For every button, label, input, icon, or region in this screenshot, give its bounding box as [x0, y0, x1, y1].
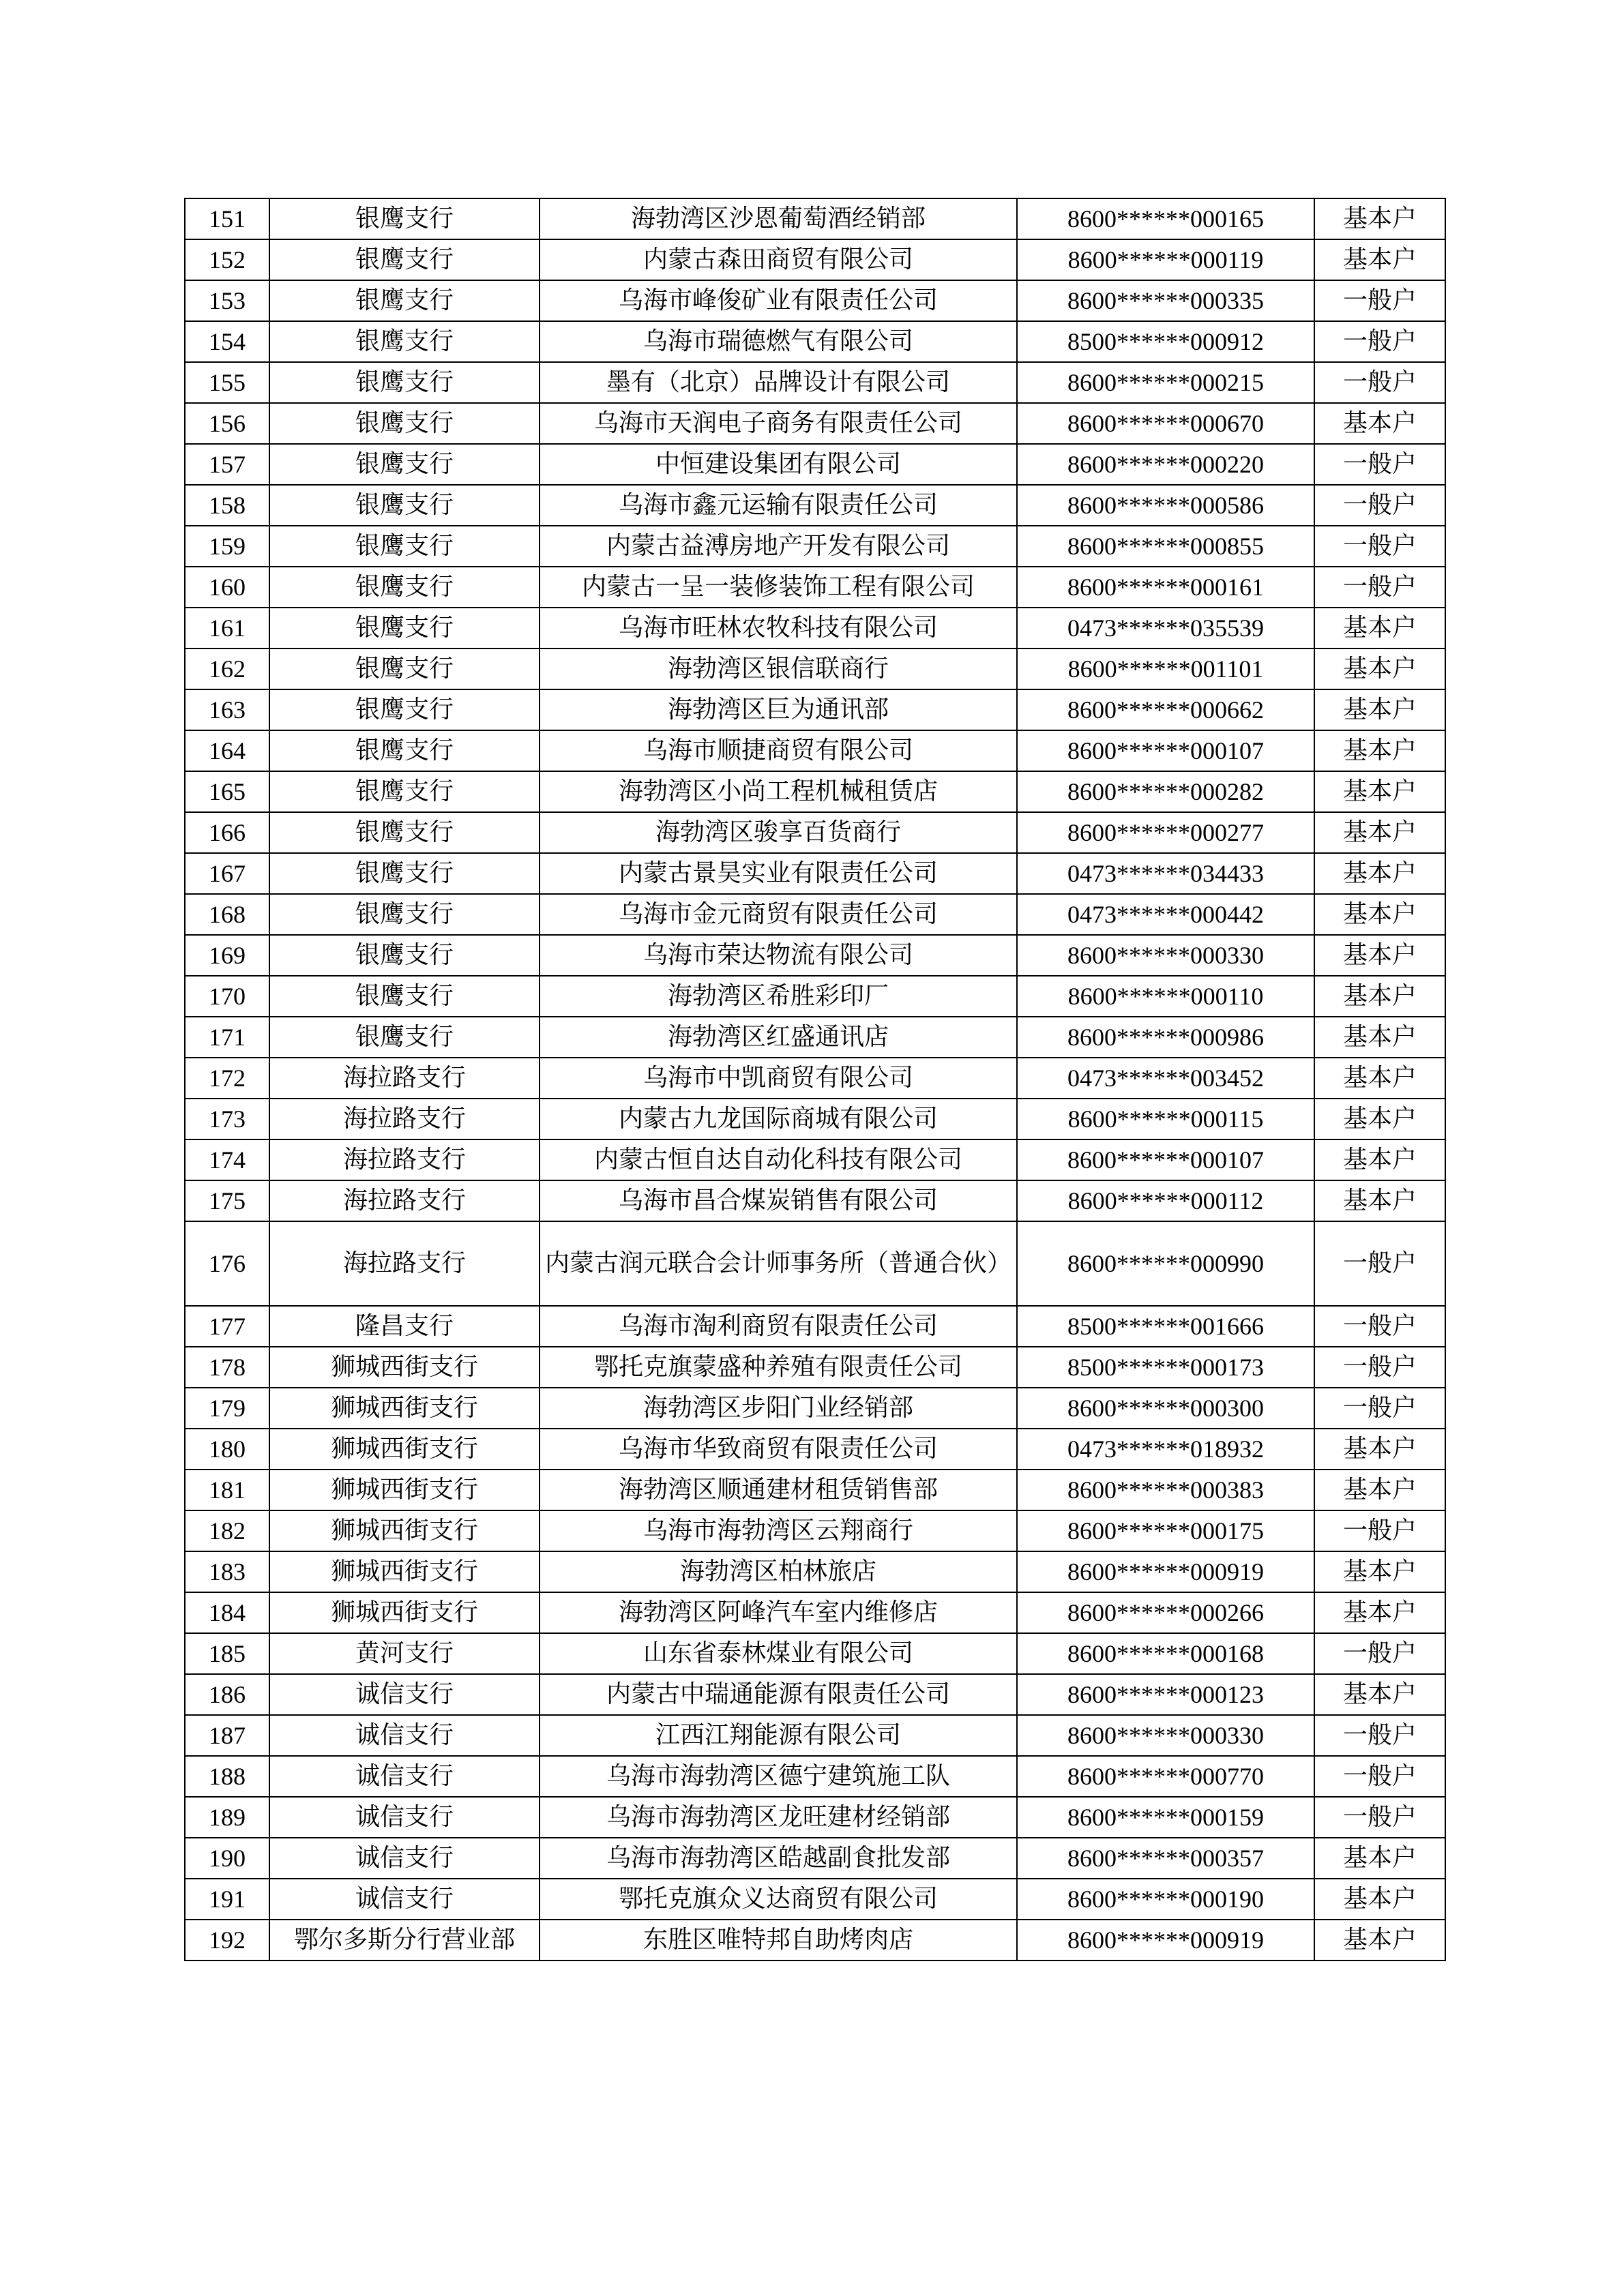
branch-name: 银鹰支行: [269, 894, 540, 935]
row-number: 192: [185, 1920, 269, 1960]
company-name: 江西江翔能源有限公司: [540, 1715, 1017, 1756]
account-number: 8600******000123: [1017, 1674, 1314, 1715]
account-number: 8600******000330: [1017, 935, 1314, 976]
account-type: 基本户: [1314, 1838, 1445, 1879]
account-type: 基本户: [1314, 935, 1445, 976]
branch-name: 银鹰支行: [269, 730, 540, 771]
account-number: 8600******000168: [1017, 1633, 1314, 1674]
account-number: 8600******000215: [1017, 362, 1314, 403]
account-number: 8600******000919: [1017, 1920, 1314, 1960]
company-name: 乌海市鑫元运输有限责任公司: [540, 485, 1017, 526]
company-name: 中恒建设集团有限公司: [540, 444, 1017, 485]
account-type: 一般户: [1314, 444, 1445, 485]
table-row: [185, 812, 1445, 853]
account-type: 基本户: [1314, 1674, 1445, 1715]
table-row: [185, 1180, 1445, 1221]
row-number: 173: [185, 1099, 269, 1139]
row-number: 157: [185, 444, 269, 485]
table-row: [185, 1099, 1445, 1139]
company-name: 内蒙古恒自达自动化科技有限公司: [540, 1139, 1017, 1180]
table-row: [185, 1347, 1445, 1388]
row-number: 181: [185, 1470, 269, 1510]
row-number: 158: [185, 485, 269, 526]
branch-name: 诚信支行: [269, 1797, 540, 1838]
branch-name: 狮城西街支行: [269, 1551, 540, 1592]
table-row: [185, 567, 1445, 608]
account-number: 0473******018932: [1017, 1429, 1314, 1470]
row-number: 171: [185, 1017, 269, 1058]
table-row: [185, 1221, 1445, 1306]
row-number: 177: [185, 1306, 269, 1347]
row-number: 152: [185, 239, 269, 280]
row-number: 170: [185, 976, 269, 1017]
branch-name: 隆昌支行: [269, 1306, 540, 1347]
row-number: 191: [185, 1879, 269, 1920]
table-row: [185, 1139, 1445, 1180]
company-name: 内蒙古润元联合会计师事务所（普通合伙）: [540, 1221, 1017, 1306]
table-row: [185, 198, 1445, 239]
branch-name: 银鹰支行: [269, 444, 540, 485]
table-body: [185, 198, 1445, 1960]
account-type: 基本户: [1314, 1058, 1445, 1099]
table-row: [185, 403, 1445, 444]
account-type: 基本户: [1314, 689, 1445, 730]
branch-name: 诚信支行: [269, 1879, 540, 1920]
branch-name: 银鹰支行: [269, 567, 540, 608]
branch-name: 海拉路支行: [269, 1221, 540, 1306]
row-number: 180: [185, 1429, 269, 1470]
table-row: [185, 1058, 1445, 1099]
row-number: 162: [185, 648, 269, 689]
account-number: 8500******001666: [1017, 1306, 1314, 1347]
branch-name: 海拉路支行: [269, 1058, 540, 1099]
table-row: [185, 1388, 1445, 1429]
company-name: 内蒙古益溥房地产开发有限公司: [540, 526, 1017, 567]
table-row: [185, 730, 1445, 771]
branch-name: 银鹰支行: [269, 812, 540, 853]
table-row: [185, 239, 1445, 280]
table-row: [185, 1920, 1445, 1960]
account-type: 基本户: [1314, 1920, 1445, 1960]
row-number: 168: [185, 894, 269, 935]
row-number: 153: [185, 280, 269, 321]
account-type: 基本户: [1314, 1592, 1445, 1633]
company-name: 内蒙古森田商贸有限公司: [540, 239, 1017, 280]
account-type: 基本户: [1314, 853, 1445, 894]
row-number: 188: [185, 1756, 269, 1797]
account-type: 一般户: [1314, 1306, 1445, 1347]
table-row: [185, 280, 1445, 321]
table-row: [185, 1429, 1445, 1470]
company-name: 乌海市顺捷商贸有限公司: [540, 730, 1017, 771]
branch-name: 诚信支行: [269, 1838, 540, 1879]
company-name: 海勃湾区阿峰汽车室内维修店: [540, 1592, 1017, 1633]
account-number: 8600******000190: [1017, 1879, 1314, 1920]
company-name: 海勃湾区银信联商行: [540, 648, 1017, 689]
table-row: [185, 894, 1445, 935]
company-name: 乌海市海勃湾区龙旺建材经销部: [540, 1797, 1017, 1838]
row-number: 165: [185, 771, 269, 812]
account-type: 基本户: [1314, 1429, 1445, 1470]
table-row: [185, 1879, 1445, 1920]
row-number: 169: [185, 935, 269, 976]
account-number: 8600******000161: [1017, 567, 1314, 608]
table-row: [185, 935, 1445, 976]
account-type: 基本户: [1314, 771, 1445, 812]
account-type: 一般户: [1314, 1756, 1445, 1797]
account-type: 一般户: [1314, 1715, 1445, 1756]
account-number: 8500******000173: [1017, 1347, 1314, 1388]
account-number: 8500******000912: [1017, 321, 1314, 362]
account-number: 8600******000670: [1017, 403, 1314, 444]
company-name: 乌海市海勃湾区皓越副食批发部: [540, 1838, 1017, 1879]
company-name: 海勃湾区步阳门业经销部: [540, 1388, 1017, 1429]
account-number: 0473******035539: [1017, 608, 1314, 648]
account-number: 8600******000586: [1017, 485, 1314, 526]
account-number: 8600******000175: [1017, 1510, 1314, 1551]
account-number: 8600******001101: [1017, 648, 1314, 689]
account-number: 8600******000112: [1017, 1180, 1314, 1221]
account-type: 基本户: [1314, 1099, 1445, 1139]
row-number: 186: [185, 1674, 269, 1715]
table-row: [185, 485, 1445, 526]
row-number: 160: [185, 567, 269, 608]
account-type: 一般户: [1314, 1797, 1445, 1838]
company-name: 内蒙古景昊实业有限责任公司: [540, 853, 1017, 894]
row-number: 155: [185, 362, 269, 403]
branch-name: 银鹰支行: [269, 362, 540, 403]
table-row: [185, 1756, 1445, 1797]
row-number: 179: [185, 1388, 269, 1429]
row-number: 159: [185, 526, 269, 567]
branch-name: 狮城西街支行: [269, 1592, 540, 1633]
branch-name: 狮城西街支行: [269, 1429, 540, 1470]
account-number: 0473******034433: [1017, 853, 1314, 894]
company-name: 乌海市昌合煤炭销售有限公司: [540, 1180, 1017, 1221]
branch-name: 黄河支行: [269, 1633, 540, 1674]
account-type: 一般户: [1314, 526, 1445, 567]
table-row: [185, 1510, 1445, 1551]
table-row: [185, 1674, 1445, 1715]
branch-name: 银鹰支行: [269, 853, 540, 894]
table-row: [185, 1797, 1445, 1838]
row-number: 161: [185, 608, 269, 648]
account-type: 基本户: [1314, 239, 1445, 280]
account-type: 一般户: [1314, 280, 1445, 321]
account-number: 8600******000266: [1017, 1592, 1314, 1633]
branch-name: 狮城西街支行: [269, 1388, 540, 1429]
row-number: 167: [185, 853, 269, 894]
company-name: 山东省泰林煤业有限公司: [540, 1633, 1017, 1674]
table-row: [185, 1017, 1445, 1058]
branch-name: 银鹰支行: [269, 526, 540, 567]
account-number: 8600******000165: [1017, 198, 1314, 239]
company-name: 乌海市天润电子商务有限责任公司: [540, 403, 1017, 444]
row-number: 178: [185, 1347, 269, 1388]
company-name: 鄂托克旗众义达商贸有限公司: [540, 1879, 1017, 1920]
branch-name: 银鹰支行: [269, 485, 540, 526]
account-type: 基本户: [1314, 1879, 1445, 1920]
branch-name: 鄂尔多斯分行营业部: [269, 1920, 540, 1960]
account-number: 8600******000277: [1017, 812, 1314, 853]
company-name: 鄂托克旗蒙盛种养殖有限责任公司: [540, 1347, 1017, 1388]
table-row: [185, 771, 1445, 812]
company-name: 东胜区唯特邦自助烤肉店: [540, 1920, 1017, 1960]
company-name: 乌海市中凯商贸有限公司: [540, 1058, 1017, 1099]
branch-name: 海拉路支行: [269, 1139, 540, 1180]
account-type: 一般户: [1314, 485, 1445, 526]
branch-name: 银鹰支行: [269, 198, 540, 239]
row-number: 189: [185, 1797, 269, 1838]
table-row: [185, 362, 1445, 403]
company-name: 海勃湾区沙恩葡萄酒经销部: [540, 198, 1017, 239]
table-row: [185, 648, 1445, 689]
branch-name: 海拉路支行: [269, 1180, 540, 1221]
account-type: 基本户: [1314, 1470, 1445, 1510]
table-row: [185, 689, 1445, 730]
company-name: 乌海市荣达物流有限公司: [540, 935, 1017, 976]
account-number: 8600******000159: [1017, 1797, 1314, 1838]
branch-name: 海拉路支行: [269, 1099, 540, 1139]
branch-name: 银鹰支行: [269, 935, 540, 976]
account-type: 基本户: [1314, 1180, 1445, 1221]
branch-name: 银鹰支行: [269, 771, 540, 812]
account-number: 8600******000330: [1017, 1715, 1314, 1756]
company-name: 海勃湾区小尚工程机械租赁店: [540, 771, 1017, 812]
account-type: 一般户: [1314, 362, 1445, 403]
branch-name: 银鹰支行: [269, 689, 540, 730]
account-type: 一般户: [1314, 1347, 1445, 1388]
table-row: [185, 526, 1445, 567]
row-number: 151: [185, 198, 269, 239]
row-number: 183: [185, 1551, 269, 1592]
account-type: 一般户: [1314, 1633, 1445, 1674]
company-name: 内蒙古一呈一装修装饰工程有限公司: [540, 567, 1017, 608]
table-row: [185, 444, 1445, 485]
account-number: 8600******000107: [1017, 1139, 1314, 1180]
account-number: 8600******000107: [1017, 730, 1314, 771]
company-name: 内蒙古中瑞通能源有限责任公司: [540, 1674, 1017, 1715]
account-type: 基本户: [1314, 976, 1445, 1017]
branch-name: 银鹰支行: [269, 280, 540, 321]
table-row: [185, 1838, 1445, 1879]
branch-name: 诚信支行: [269, 1674, 540, 1715]
account-number: 8600******000220: [1017, 444, 1314, 485]
account-type: 基本户: [1314, 1017, 1445, 1058]
account-number: 8600******000770: [1017, 1756, 1314, 1797]
account-number: 8600******000357: [1017, 1838, 1314, 1879]
row-number: 154: [185, 321, 269, 362]
table-row: [185, 976, 1445, 1017]
account-type: 基本户: [1314, 198, 1445, 239]
company-name: 墨有（北京）品牌设计有限公司: [540, 362, 1017, 403]
account-table: [184, 198, 1446, 1961]
branch-name: 诚信支行: [269, 1715, 540, 1756]
branch-name: 银鹰支行: [269, 648, 540, 689]
account-number: 8600******000986: [1017, 1017, 1314, 1058]
company-name: 乌海市金元商贸有限责任公司: [540, 894, 1017, 935]
branch-name: 银鹰支行: [269, 1017, 540, 1058]
row-number: 190: [185, 1838, 269, 1879]
company-name: 乌海市淘利商贸有限责任公司: [540, 1306, 1017, 1347]
branch-name: 银鹰支行: [269, 976, 540, 1017]
account-number: 8600******000115: [1017, 1099, 1314, 1139]
company-name: 海勃湾区柏林旅店: [540, 1551, 1017, 1592]
company-name: 乌海市海勃湾区德宁建筑施工队: [540, 1756, 1017, 1797]
table-row: [185, 1633, 1445, 1674]
table-row: [185, 1592, 1445, 1633]
branch-name: 银鹰支行: [269, 321, 540, 362]
account-type: 一般户: [1314, 1221, 1445, 1306]
row-number: 182: [185, 1510, 269, 1551]
row-number: 172: [185, 1058, 269, 1099]
company-name: 海勃湾区骏享百货商行: [540, 812, 1017, 853]
account-type: 基本户: [1314, 894, 1445, 935]
table-row: [185, 321, 1445, 362]
table-row: [185, 1306, 1445, 1347]
account-number: 8600******000119: [1017, 239, 1314, 280]
account-type: 一般户: [1314, 321, 1445, 362]
account-number: 8600******000300: [1017, 1388, 1314, 1429]
account-type: 基本户: [1314, 608, 1445, 648]
row-number: 174: [185, 1139, 269, 1180]
row-number: 156: [185, 403, 269, 444]
table-row: [185, 1715, 1445, 1756]
company-name: 乌海市旺林农牧科技有限公司: [540, 608, 1017, 648]
account-type: 一般户: [1314, 567, 1445, 608]
account-number: 8600******000855: [1017, 526, 1314, 567]
account-number: 0473******000442: [1017, 894, 1314, 935]
account-number: 8600******000919: [1017, 1551, 1314, 1592]
branch-name: 银鹰支行: [269, 239, 540, 280]
company-name: 海勃湾区顺通建材租赁销售部: [540, 1470, 1017, 1510]
account-number: 0473******003452: [1017, 1058, 1314, 1099]
account-number: 8600******000110: [1017, 976, 1314, 1017]
account-type: 一般户: [1314, 1510, 1445, 1551]
branch-name: 狮城西街支行: [269, 1347, 540, 1388]
row-number: 187: [185, 1715, 269, 1756]
branch-name: 狮城西街支行: [269, 1510, 540, 1551]
account-type: 一般户: [1314, 1388, 1445, 1429]
account-number: 8600******000282: [1017, 771, 1314, 812]
account-type: 基本户: [1314, 403, 1445, 444]
table-row: [185, 853, 1445, 894]
account-type: 基本户: [1314, 812, 1445, 853]
account-number: 8600******000662: [1017, 689, 1314, 730]
table-row: [185, 1551, 1445, 1592]
row-number: 184: [185, 1592, 269, 1633]
table-row: [185, 1470, 1445, 1510]
table-row: [185, 608, 1445, 648]
company-name: 海勃湾区希胜彩印厂: [540, 976, 1017, 1017]
account-number: 8600******000335: [1017, 280, 1314, 321]
branch-name: 狮城西街支行: [269, 1470, 540, 1510]
branch-name: 银鹰支行: [269, 608, 540, 648]
account-type: 基本户: [1314, 730, 1445, 771]
row-number: 163: [185, 689, 269, 730]
company-name: 乌海市峰俊矿业有限责任公司: [540, 280, 1017, 321]
row-number: 166: [185, 812, 269, 853]
branch-name: 诚信支行: [269, 1756, 540, 1797]
account-type: 基本户: [1314, 1551, 1445, 1592]
row-number: 185: [185, 1633, 269, 1674]
account-number: 8600******000383: [1017, 1470, 1314, 1510]
row-number: 164: [185, 730, 269, 771]
company-name: 乌海市海勃湾区云翔商行: [540, 1510, 1017, 1551]
company-name: 内蒙古九龙国际商城有限公司: [540, 1099, 1017, 1139]
company-name: 乌海市瑞德燃气有限公司: [540, 321, 1017, 362]
account-number: 8600******000990: [1017, 1221, 1314, 1306]
company-name: 海勃湾区红盛通讯店: [540, 1017, 1017, 1058]
company-name: 海勃湾区巨为通讯部: [540, 689, 1017, 730]
account-type: 基本户: [1314, 1139, 1445, 1180]
account-type: 基本户: [1314, 648, 1445, 689]
row-number: 176: [185, 1221, 269, 1306]
branch-name: 银鹰支行: [269, 403, 540, 444]
row-number: 175: [185, 1180, 269, 1221]
company-name: 乌海市华致商贸有限责任公司: [540, 1429, 1017, 1470]
